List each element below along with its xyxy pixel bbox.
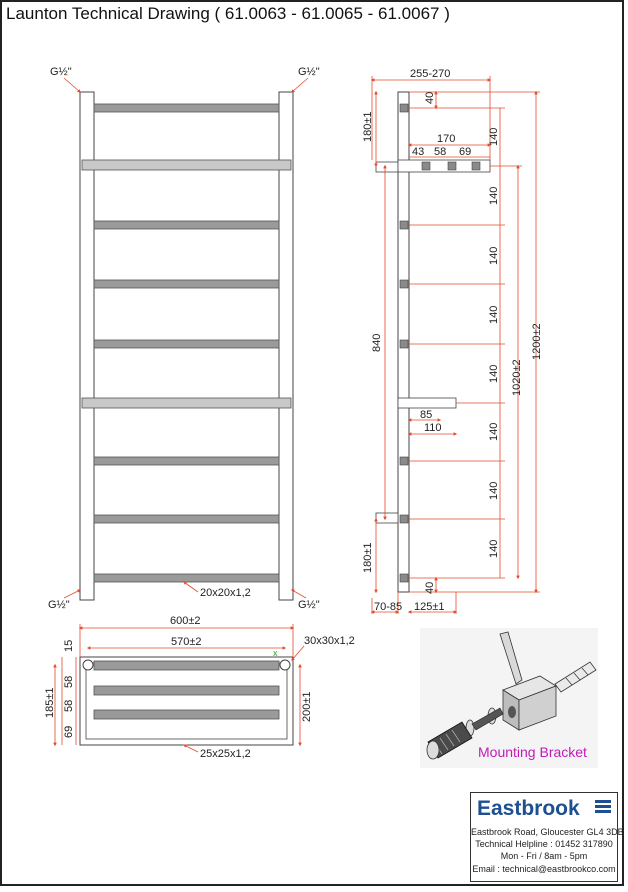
pitch-5-label: 140 [488,364,500,383]
post-size-label: 30x30x1,2 [304,635,355,647]
rail [94,515,279,523]
gap-58b-label: 58 [63,699,75,712]
drawing-title: Launton Technical Drawing ( 61.0063 - 61.0065 - 61.0067 ) [6,4,450,23]
gap-15-label: 15 [63,639,75,652]
shelf-a-label: 85 [420,409,433,421]
front-view [48,66,320,611]
pitch-7-label: 140 [488,481,500,500]
frame-size-label: 25x25x1,2 [200,748,251,760]
bottom-wall-bracket [376,513,398,523]
gap-58a-label: 58 [63,675,75,688]
pitch-1-label: 140 [488,127,500,146]
company-logo: Eastbrook [477,797,580,820]
plan-view [44,615,355,760]
bracket-c-label: 69 [459,146,472,158]
thread-label-bottom-right: G½" [298,599,320,611]
company-info-box [470,792,624,882]
left-inlet [83,660,93,670]
total-height-label: 1200±2 [531,323,543,360]
centers-width-label: 570±2 [171,636,202,648]
top-offset-label: 180±1 [362,111,374,142]
overall-width-label: 600±2 [170,615,201,627]
right-inlet [280,660,290,670]
shelf-b-label: 110 [424,422,442,434]
rail [94,457,279,465]
bracket-b-label: 58 [434,146,447,158]
company-helpline: Technical Helpline : 01452 317890 [475,839,613,849]
thread-label-top-left: G½" [50,66,72,78]
mounting-bracket-label: Mounting Bracket [478,744,587,760]
rail [94,104,279,112]
bar-size-label: 20x20x1,2 [200,587,251,599]
svg-text:x: x [273,648,278,658]
thread-label-top-right: G½" [298,66,320,78]
bracket-span-label: 170 [437,133,456,145]
bottom-gap-label: 40 [424,581,436,594]
middle-shelf-side [398,398,456,408]
company-hours: Mon - Fri / 8am - 5pm [500,851,588,861]
shelf-rail [82,160,291,170]
rail [94,340,279,348]
rail [94,221,279,229]
gap-69-label: 69 [63,725,75,738]
inner-height-label: 1020±2 [511,359,523,396]
company-email: Email : technical@eastbrookco.com [472,864,616,874]
wall-gap-label: 70-85 [374,601,403,613]
top-gap-label: 40 [424,91,436,104]
shelf-rail [82,398,291,408]
logo-stripes-icon [595,800,611,818]
top-wall-bracket [376,162,398,172]
side-view [362,68,543,614]
pitch-4-label: 140 [488,305,500,324]
pitch-3-label: 140 [488,246,500,265]
center-height-label: 840 [371,333,383,352]
thread-label-bottom-left: G½" [48,599,70,611]
post-depth-label: 125±1 [414,601,445,613]
company-address: Eastbrook Road, Gloucester GL4 3DB [471,827,624,837]
depth-range-label: 255-270 [410,68,451,80]
rail [94,574,279,582]
pitch-6-label: 140 [488,422,500,441]
pitch-8-label: 140 [488,539,500,558]
bracket-a-label: 43 [412,146,425,158]
bottom-offset-label: 180±1 [362,542,374,573]
depth-right-label: 200±1 [301,691,313,722]
pitch-2-label: 140 [488,186,500,205]
depth-total-label: 185±1 [44,687,56,718]
rail [94,280,279,288]
